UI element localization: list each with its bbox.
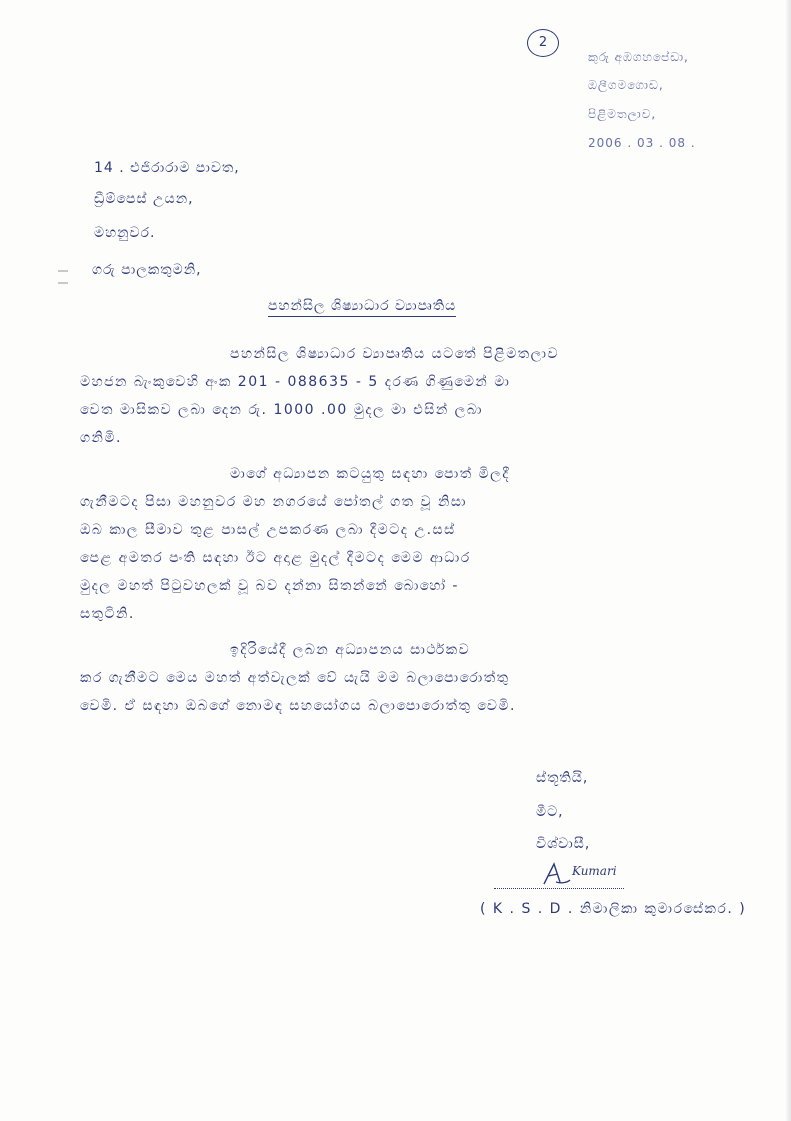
recipient-address-line: මහනුවර. <box>94 225 156 241</box>
recipient-address-line: 14 . එජිරාරාම පාවත, <box>94 160 240 176</box>
body-paragraph <box>80 636 755 720</box>
body-line: වෙමි. ඒ සඳහා ඔබගේ නොමඳ සහයෝගය බලාපොරොත්තු වෙමි. <box>80 698 516 714</box>
closing-line: විශ්වාසී, <box>536 836 591 852</box>
scan-edge <box>785 0 791 1121</box>
recipient-address-line: ඩ්‍රීම්පෙස් උයන, <box>94 191 194 207</box>
subject-line: පහන්සිල ශිෂ්‍යාධාර ව්‍යාපෘතිය <box>268 298 456 317</box>
signature-mark <box>542 862 572 886</box>
signer-name: ( K . S . D . නිමාලිකා කුමාරසේකර. ) <box>480 901 747 917</box>
body-line: වෙත මාසිකව ලබා දෙන රු. 1000 .00 මුදල මා එසින් ලබා <box>80 402 483 418</box>
body-line: සතුටිනි. <box>80 606 135 622</box>
sender-address-line: පිළිමතලාව, <box>588 107 657 121</box>
margin-mark <box>58 282 68 284</box>
closing-line: ස්තූතියි, <box>536 770 589 786</box>
letter-date: 2006 . 03 . 08 . <box>588 136 696 150</box>
body-line: ගැනීමටද පිසා මහනුවර මහ නගරයේ පෝතල් ගත වූ නිසා <box>80 494 468 510</box>
body-line: ඉදිරියේදී ලබන අධ්‍යාපනය සාර්ථකව <box>230 642 471 658</box>
body-line: පහන්සිල ශිෂ්‍යාධාර ව්‍යාපෘතිය යටතේ පිළිමතලාව <box>230 346 560 362</box>
page-number: 2 <box>527 29 559 57</box>
salutation: ගරු පාලකතුමනි, <box>92 262 202 278</box>
body-line: ඔබ කාල සීමාව තුළ පාසල් උපකරණ ලබා දීමටද උ.සස් <box>80 522 456 538</box>
body-line: ගනිමි. <box>80 430 122 446</box>
signature <box>494 860 624 889</box>
body-line: මහජන බැංකුවෙහි අංක 201 - 088635 - 5 දරණ ගිණුමෙන් මා <box>80 374 511 390</box>
body-line: මුදල මහත් පිටුවහලක් වූ බව දන්නා සිතන්නේ බොහෝ - <box>80 578 459 594</box>
sender-address-line: ඔලීගමගොඩ, <box>588 78 664 92</box>
body-line: පෙළ අමතර පංති සඳහා ඊට අදාළ මුදල් දීමටද මෙම ආධාර <box>80 550 471 566</box>
body-paragraph <box>80 460 755 628</box>
margin-mark <box>58 270 68 272</box>
body-line: කර ගැනීමට මෙය මහත් අත්වැලක් වේ යැයි මම බලාපොරොත්තු <box>80 670 510 686</box>
body-paragraph <box>80 340 755 452</box>
signature-text: Kumari <box>572 864 617 878</box>
body-line: මාගේ අධ්‍යාපන කටයුතු සඳහා පොත් මිලදී <box>230 466 511 482</box>
closing-line: මීට, <box>536 804 564 820</box>
sender-address-line: කුරු අඹගහපේඩා, <box>588 50 689 64</box>
